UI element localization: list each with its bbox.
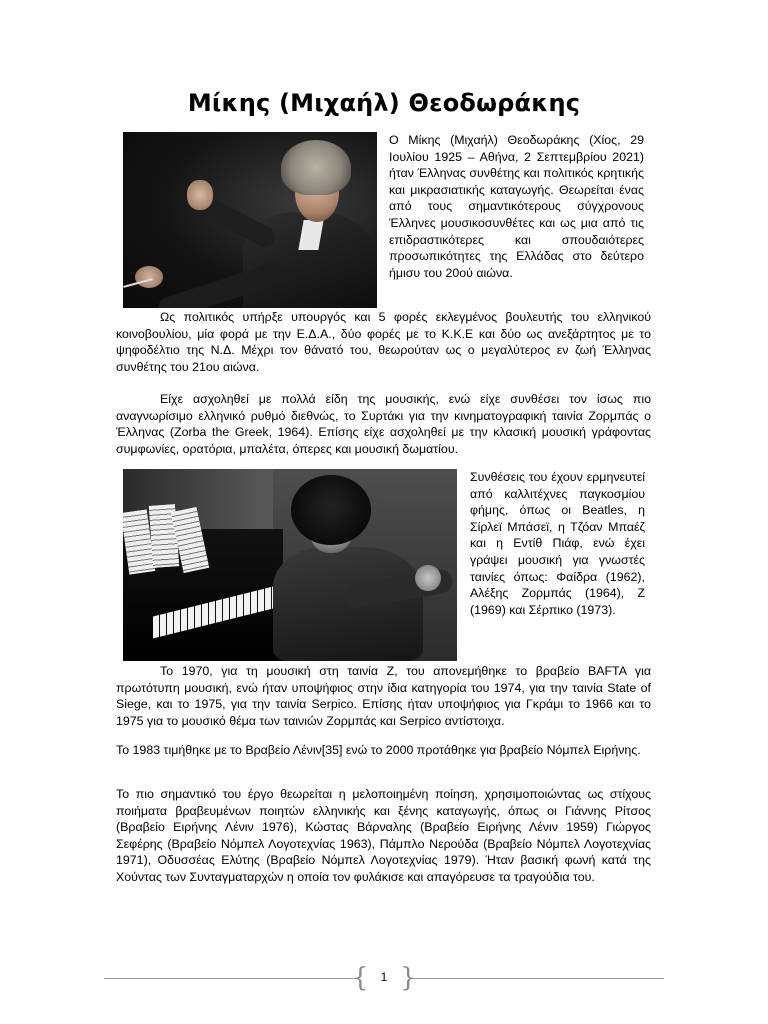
- footer-divider-right: [412, 978, 664, 979]
- performers-paragraph: Συνθέσεις του έχουν ερμηνευτεί από καλλιτέχνες παγκοσμίου φήμης, όπως οι Beatles, η Σίρλεϊ Μπάσεϊ, η Τζόαν Μπαέζ και η Εντίθ Πιάφ, ενώ έχει γράψει μουσική για γνωστές ταινίες όπως: Φαίδρα (1962), Αλέξης Ζορμπάς (1964), Ζ (1969) και Σέρπικο (1973).: [470, 470, 645, 617]
- footer-divider-left: [104, 978, 356, 979]
- music-paragraph: Είχε ασχοληθεί με πολλά είδη της μουσικής, ενώ είχε συνθέσει τον ίσως πιο αναγνωρίσιμο ελληνικό ρυθμό διεθνώς, το Συρτάκι για την κινηματογραφική ταινία Ζορμπάς ο Έλληνας (Zorba the Greek, 1964). Επίσης είχε ασχοληθεί με την κλασική μουσική γράφοντας συμφωνίες, ορατόρια, μπαλέτα, όπερες και μουσική δωματίου.: [116, 392, 651, 456]
- page-number: 1: [380, 970, 388, 984]
- awards-paragraph: Το 1970, για τη μουσική στη ταινία Ζ, του απονεμήθηκε το βραβείο BAFTA για πρωτότυπη μουσική, ενώ ήταν υποψήφιος στην ίδια κατηγορία του 1974, για την ταινία State of Siege, και το 1975, για την ταινία Serpico. Επίσης ήταν υποψήφιος για Γκράμι το 1966 και το 1975 για το μουσικό θέμα των ταινιών Ζορμπάς και Serpico αντίστοιχα.: [116, 664, 651, 728]
- conductor-photo: [123, 132, 377, 308]
- politics-paragraph: Ως πολιτικός υπήρξε υπουργός και 5 φορές εκλεγμένος βουλευτής του ελληνικού κοινοβουλίου, μία φορά με την Ε.Δ.Α., δύο φορές με το Κ.Κ.Ε και δύο ως ανεξάρτητος με το ψηφοδέλτιο της Ν.Δ. Μέχρι τον θάνατό του, θεωρούταν ως ο μεγαλύτερος εν ζωή Έλληνας συνθέτης του 21ου αιώνα.: [116, 310, 651, 374]
- lenin-prize-paragraph: Το 1983 τιμήθηκε με το Βραβείο Λένιν[35] ενώ το 2000 προτάθηκε για βραβείο Νόμπελ Ειρήνης.: [116, 743, 641, 757]
- footer-bracket-left: {: [352, 963, 369, 993]
- intro-paragraph: Ο Μίκης (Μιχαήλ) Θεοδωράκης (Χίος, 29 Ιουλίου 1925 – Αθήνα, 2 Σεπτεμβρίου 2021) ήταν Έλληνας συνθέτης και πολιτικός κρητικής και μικρασιατικής καταγωγής. Θεωρείται ένας από τους σημαντικότερους σύγχρονους Έλληνες μουσικοσυνθέτες και ως μια από τις επιδραστικότερες και σπουδαιότερες προσωπικότητες της Ελλάδας στο δεύτερο ήμισυ του 20ού αιώνα.: [389, 133, 644, 280]
- pianist-photo: [123, 469, 457, 661]
- footer-bracket-right: }: [400, 963, 417, 993]
- poetry-paragraph: Το πιο σημαντικό του έργο θεωρείται η μελοποιημένη ποίηση, χρησιμοποιώντας ως στίχους ποιήματα βραβευμένων ποιητών ελληνικής και ξένης καταγωγής, όπως οι Γιάννης Ρίτσος (Βραβείο Ειρήνης Λένιν 1976), Κώστας Βάρναλης (Βραβείο Ειρήνης Λένιν 1959) Γιώργος Σεφέρης (Βραβείο Νόμπελ Λογοτεχνίας 1963), Πάμπλο Νερούδα (Βραβείο Νόμπελ Λογοτεχνίας 1971), Οδυσσέας Ελύτης (Βραβείο Νόμπελ Λογοτεχνίας 1979). Ήταν βασική φωνή κατά της Χούντας των Συνταγματαρχών η οποία τον φυλάκισε και απαγόρευσε τα τραγούδια του.: [116, 787, 651, 884]
- page-title: Μίκης (Μιχαήλ) Θεοδωράκης: [187, 89, 581, 117]
